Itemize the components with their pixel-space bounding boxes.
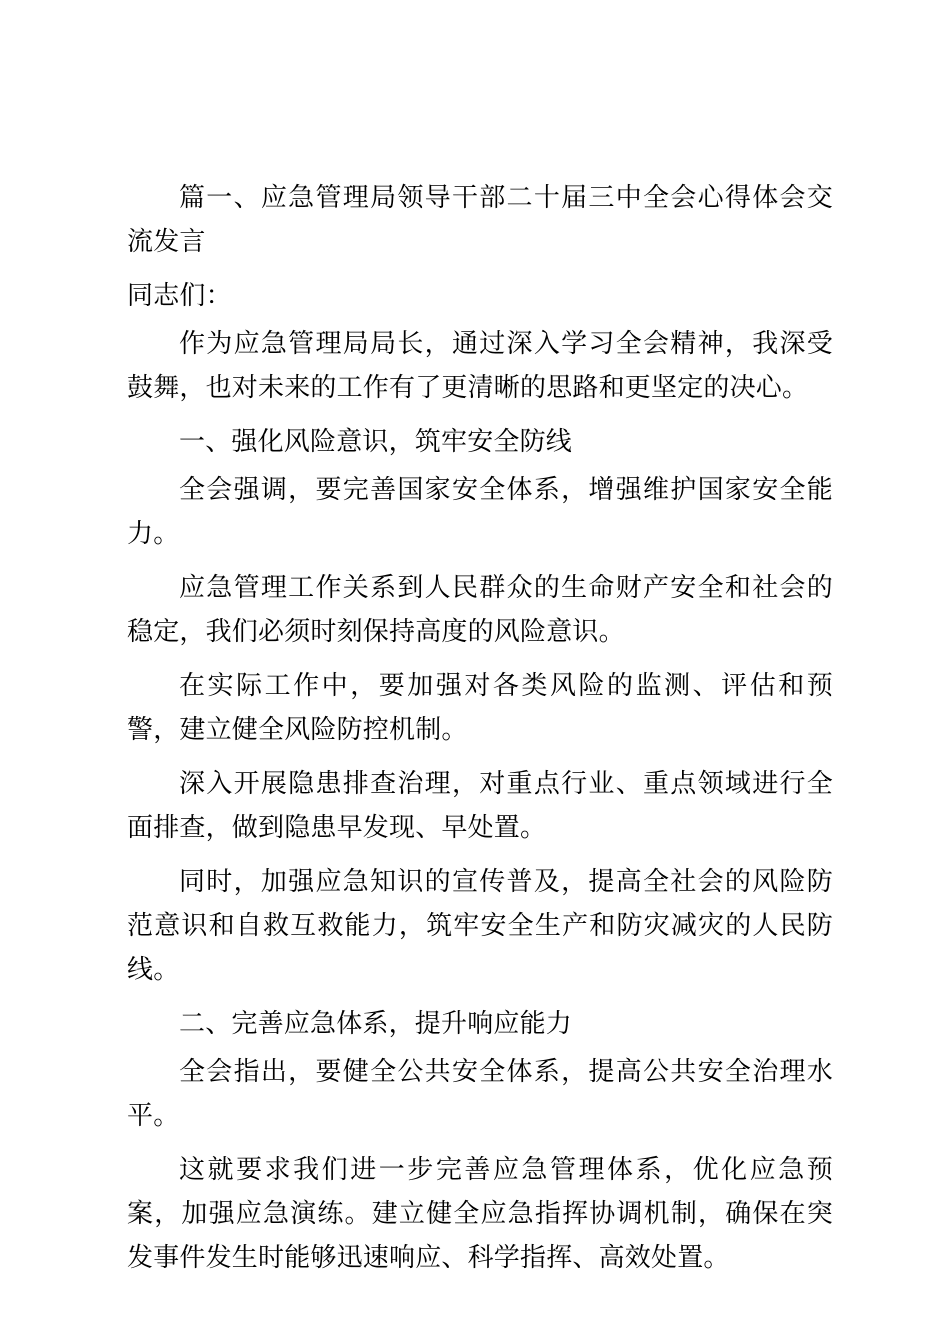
paragraph: 全会指出，要健全公共安全体系，提高公共安全治理水平。	[127, 1057, 833, 1131]
paragraph: 深入开展隐患排查治理，对重点行业、重点领域进行全面排查，做到隐患早发现、早处置。	[127, 769, 833, 843]
section-heading-2: 二、完善应急体系，提升响应能力	[179, 1009, 573, 1039]
paragraph: 应急管理工作关系到人民群众的生命财产安全和社会的稳定，我们必须时刻保持高度的风险意识。	[127, 573, 833, 647]
paragraph: 在实际工作中，要加强对各类风险的监测、评估和预警，建立健全风险防控机制。	[127, 671, 833, 745]
paragraph: 作为应急管理局局长，通过深入学习全会精神，我深受鼓舞，也对未来的工作有了更清晰的思路和更坚定的决心。	[127, 329, 833, 403]
paragraph: 这就要求我们进一步完善应急管理体系，优化应急预案，加强应急演练。建立健全应急指挥协调机制，确保在突发事件发生时能够迅速响应、科学指挥、高效处置。	[127, 1155, 833, 1273]
document-page	[127, 176, 833, 1290]
greeting: 同志们：	[127, 281, 232, 311]
document-title: 篇一、应急管理局领导干部二十届三中全会心得体会交流发言	[127, 183, 833, 257]
paragraph: 同时，加强应急知识的宣传普及，提高全社会的风险防范意识和自救互救能力，筑牢安全生产和防灾减灾的人民防线。	[127, 867, 833, 985]
section-heading-1: 一、强化风险意识，筑牢安全防线	[179, 427, 573, 457]
paragraph: 全会强调，要完善国家安全体系，增强维护国家安全能力。	[127, 475, 833, 549]
